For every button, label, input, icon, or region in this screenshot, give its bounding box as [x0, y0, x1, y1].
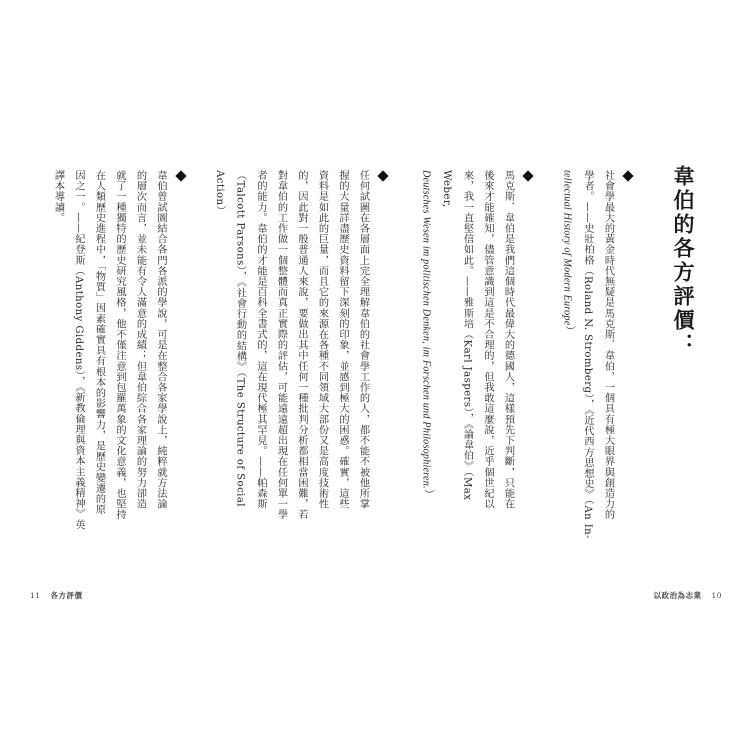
entry-line: （Talcott Parsons），《社會行動的結構》（The Structure of Social Action） [214, 170, 246, 507]
right-page-number: 10 [711, 591, 722, 600]
entry-line: tellectual History of Modern Europe） [561, 170, 573, 336]
entry-line: 馬克斯．韋伯是我們這個時代最偉大的德國人，這樣預先下判斷，只能在 [502, 170, 514, 510]
diamond-bullet-icon [377, 170, 388, 181]
entry-line: 握的大量詳盡歷史資料留下深刻的印象，並感到極大的困惑。確實，這些 [337, 170, 348, 510]
right-running-title: 以政治為志業 [653, 591, 702, 600]
entry-jaspers [415, 170, 538, 540]
diamond-bullet-icon [175, 170, 186, 181]
entry-parsons [209, 170, 394, 540]
entry-line: 因之一。——紀登斯（Anthony Giddens），《新教倫理與資本主義精神》英 [73, 170, 84, 530]
right-page-footer [653, 590, 722, 601]
entry-line: 任何試圖在各層面上完全理解韋伯的社會學工作的人，都不能不被他所掌 [357, 170, 369, 510]
left-page-number: 11 [30, 591, 41, 600]
entry-line: 的層次而言，並未能有令人滿意的成績；但韋伯綜合各家理論的努力卻造 [134, 170, 146, 510]
entry-stromberg [556, 170, 638, 540]
left-page-footer [30, 590, 83, 601]
evaluation-text [47, 170, 638, 540]
entry-line: 的，因此對一般普通人來說，要做出其中任何一種批判分析都相當困難，若 [296, 170, 307, 520]
diamond-bullet-icon [622, 170, 633, 181]
entry-line: 韋伯曾試圖結合各門各派的學說，可是在整合各家學說上，純粹就方法論 [155, 170, 166, 510]
diamond-bullet-icon [522, 170, 533, 181]
entry-line: 社會學最大的黃金時代無疑是馬克斯．韋伯，一個具有極大眼界與創造力的 [602, 170, 614, 520]
entry-line: 資料是如此的巨量，而且它的來源在各種不同領域大部份又是高度技術性 [316, 170, 328, 510]
entry-line: 對韋伯的工作做一個整體而真正實際的評估，可能遠遠超出現在任何單一學 [275, 170, 287, 520]
entry-line: 者的能力。韋伯的才能是百科全書式的，這在現代極其罕見。——帕森斯 [255, 170, 266, 510]
entry-line: 後來才能確知，儘管意識到這是不合理的，但我敢這麼說，近乎個世紀以 [482, 170, 493, 510]
section-title: 韋伯的各方評價： [671, 165, 695, 357]
entry-line: Deutsches Wesen im politischen Denken, im Forschen und Philosophieren.） [420, 170, 432, 500]
entry-line: 在人類歷史進程中，「物質」因素確實具有根本的影響力，是歷史變遷的原 [93, 170, 105, 515]
entry-line: 譯本導讀。 [52, 170, 64, 223]
entry-line: 就了一種獨特的歷史研究風格，他不僅注意到包羅萬象的文化意義，也堅持 [114, 170, 125, 520]
left-running-title: 各方評價 [50, 591, 83, 600]
entry-line: 學者。——史壯柏格（Roland N. Stromberg），《近代西方思想史》（An In- [582, 170, 593, 539]
entry-line: 來，我一直堅信如此。——雅斯培（Karl Jaspers），《論韋伯》（Max Weber, [441, 170, 473, 501]
entry-giddens [47, 170, 191, 540]
